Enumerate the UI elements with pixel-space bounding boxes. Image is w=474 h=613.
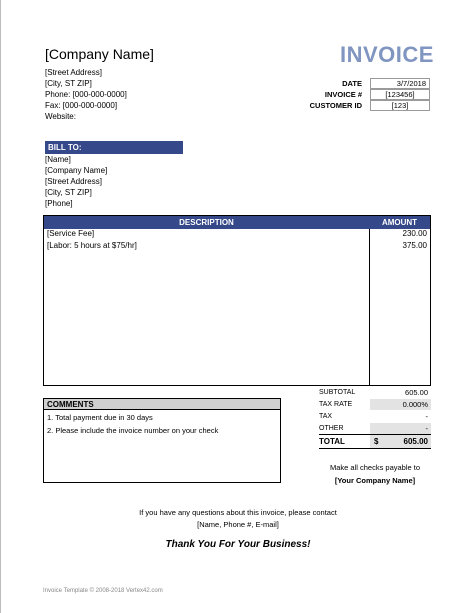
tax-rate-value[interactable]: 0.000% [370, 399, 431, 410]
comments-header: COMMENTS [44, 399, 280, 410]
comment-line[interactable]: 2. Please include the invoice number on your check [47, 426, 219, 435]
tax-value: - [425, 412, 428, 421]
comment-line[interactable]: 1. Total payment due in 30 days [47, 413, 153, 422]
contact-question: If you have any questions about this invoice, please contact [139, 508, 337, 517]
items-header [44, 216, 430, 229]
item-amount[interactable]: 375.00 [402, 241, 427, 250]
company-fax: Fax: [000-000-0000] [45, 101, 118, 110]
bill-to-company[interactable]: [Company Name] [45, 166, 108, 175]
company-street: [Street Address] [45, 68, 102, 77]
column-divider [369, 229, 370, 385]
company-phone: Phone: [000-000-0000] [45, 90, 127, 99]
payable-note: Make all checks payable to [329, 463, 421, 472]
bill-to-header: BILL TO: [45, 141, 183, 154]
payable-company: [Your Company Name] [334, 476, 416, 485]
subtotal-value: 605.00 [405, 388, 428, 397]
customer-id-field[interactable]: [123] [370, 100, 430, 111]
invoice-number-label: INVOICE # [324, 90, 362, 99]
invoice-title: INVOICE [340, 42, 434, 67]
thank-you-message: Thank You For Your Business! [165, 539, 311, 550]
company-name: [Company Name] [45, 46, 154, 62]
comments-box [43, 398, 281, 483]
items-table [43, 215, 431, 386]
total-currency: $ [374, 437, 379, 446]
other-value[interactable]: - [370, 423, 431, 434]
bill-to-city[interactable]: [City, ST ZIP] [45, 188, 92, 197]
company-city: [City, ST ZIP] [45, 79, 92, 88]
subtotal-label: SUBTOTAL [319, 389, 356, 396]
tax-rate-label: TAX RATE [319, 401, 353, 408]
company-website: Website: [45, 112, 76, 121]
invoice-number-field[interactable]: [123456] [370, 89, 430, 100]
bill-to-name[interactable]: [Name] [45, 155, 71, 164]
date-label: DATE [342, 79, 362, 88]
other-label: OTHER [319, 425, 344, 432]
total-bottom-rule [319, 448, 431, 449]
tax-label: TAX [319, 413, 333, 420]
total-label: TOTAL [319, 437, 345, 446]
customer-id-label: CUSTOMER ID [309, 101, 362, 110]
item-description[interactable]: [Labor: 5 hours at $75/hr] [47, 241, 137, 250]
bill-to-phone[interactable]: [Phone] [45, 199, 73, 208]
copyright-text: Invoice Template © 2008-2018 Vertex42.com [43, 588, 163, 594]
item-amount[interactable]: 230.00 [402, 229, 427, 238]
total-value: 605.00 [403, 437, 428, 446]
bill-to-street[interactable]: [Street Address] [45, 177, 102, 186]
amount-header: AMOUNT [381, 218, 418, 227]
date-field[interactable]: 3/7/2018 [370, 78, 430, 89]
description-header: DESCRIPTION [179, 218, 234, 227]
item-description[interactable]: [Service Fee] [47, 229, 95, 238]
contact-info: [Name, Phone #, E-mail] [197, 520, 279, 529]
